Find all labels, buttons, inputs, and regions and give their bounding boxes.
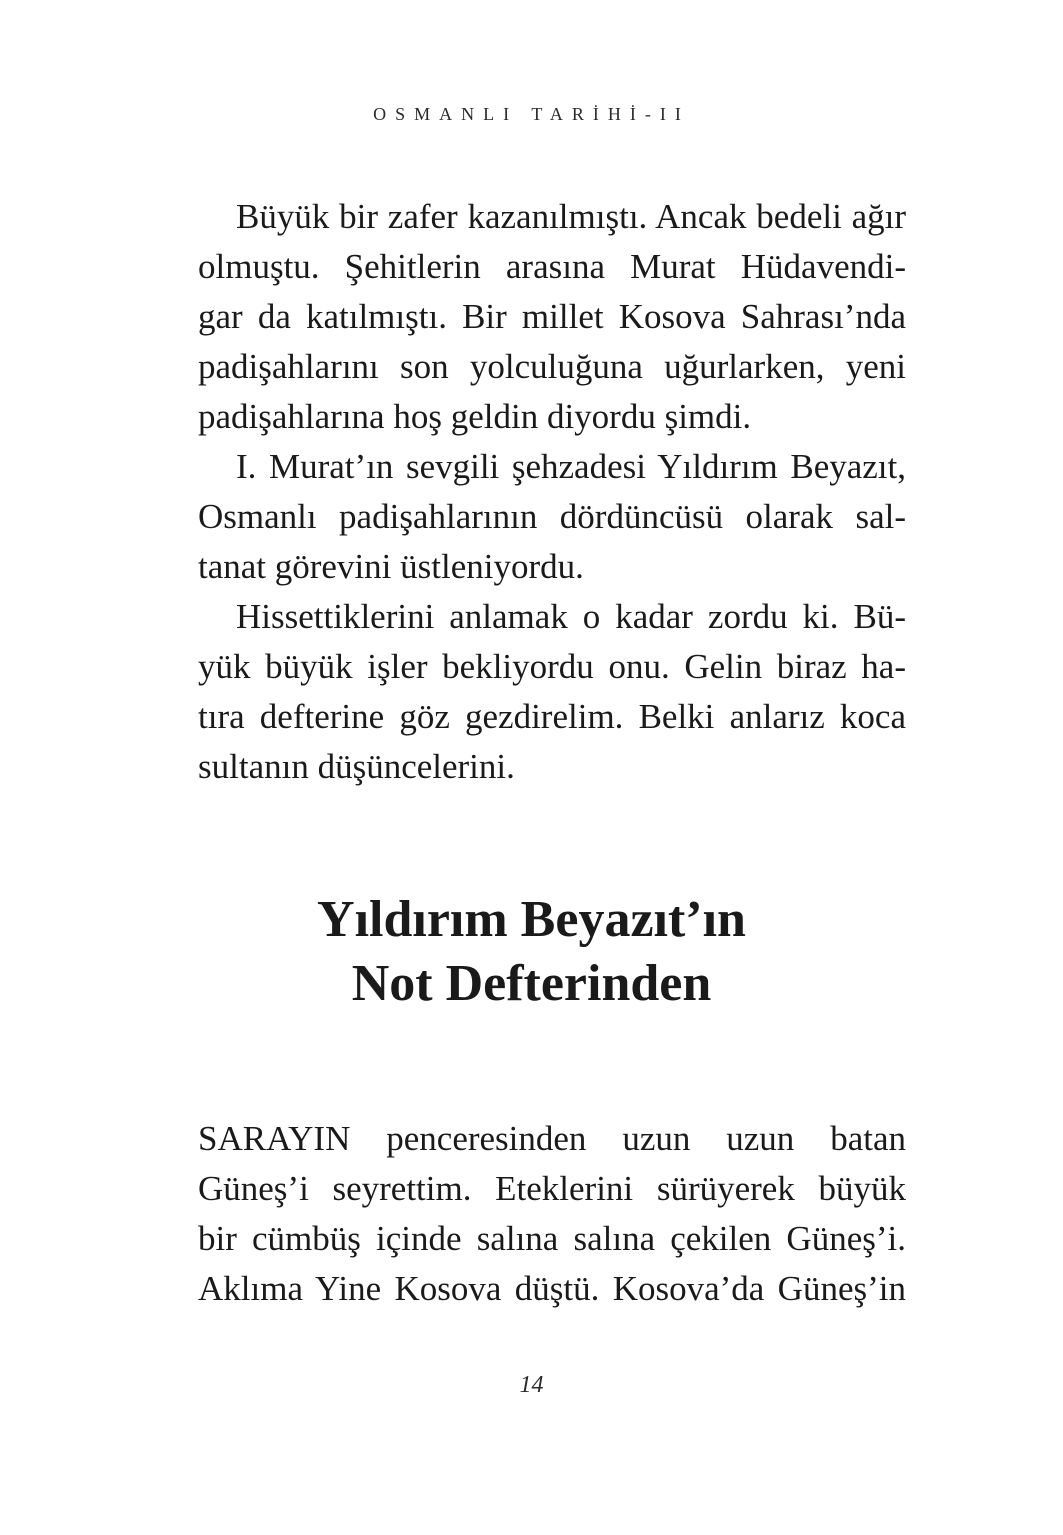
chapter-title-line-1: Yıldırım Beyazıt’ın xyxy=(317,891,746,948)
page-number: 14 xyxy=(519,1372,544,1398)
text-line: I. Murat’ın sevgili şehzadesi Yıldırım Beyazıt, xyxy=(236,447,906,486)
text-line: Aklıma Yine Kosova düştü. Kosova’da Güneş’in xyxy=(198,1269,906,1308)
text-line: Osmanlı padişahlarının dördüncüsü olarak sal- xyxy=(198,497,906,536)
text-line: padişahlarına hoş geldin diyordu şimdi. xyxy=(198,397,752,436)
text-line: padişahlarını son yolculuğuna uğurlarken, yeni xyxy=(198,347,906,386)
text-line: tanat görevini üstleniyordu. xyxy=(198,547,584,586)
text-line: Büyük bir zafer kazanılmıştı. Ancak bedeli ağır xyxy=(236,197,906,236)
chapter-body-text xyxy=(198,1114,906,1314)
text-line: bir cümbüş içinde salına salına çekilen Güneş’i. xyxy=(198,1219,906,1258)
intro-text xyxy=(198,192,906,792)
chapter-title-line-2: Not Defterinden xyxy=(351,955,712,1012)
text-line: sultanın düşüncelerini. xyxy=(198,747,515,786)
text-line: Güneş’i seyrettim. Eteklerini sürüyerek büyük xyxy=(198,1169,906,1208)
text-line: SARAYIN penceresinden uzun uzun batan xyxy=(198,1119,906,1158)
text-line: olmuştu. Şehitlerin arasına Murat Hüdavendi- xyxy=(198,247,906,286)
text-line: tıra defterine göz gezdirelim. Belki anlarız koca xyxy=(198,697,906,736)
text-line: yük büyük işler bekliyordu onu. Gelin biraz ha- xyxy=(198,647,906,686)
running-header: OSMANLI TARİHİ-II xyxy=(373,104,690,124)
text-line: gar da katılmıştı. Bir millet Kosova Sahrası’nda xyxy=(198,297,906,336)
text-line: Hissettiklerini anlamak o kadar zordu ki. Bü- xyxy=(236,597,906,636)
chapter-title xyxy=(0,888,1063,1016)
